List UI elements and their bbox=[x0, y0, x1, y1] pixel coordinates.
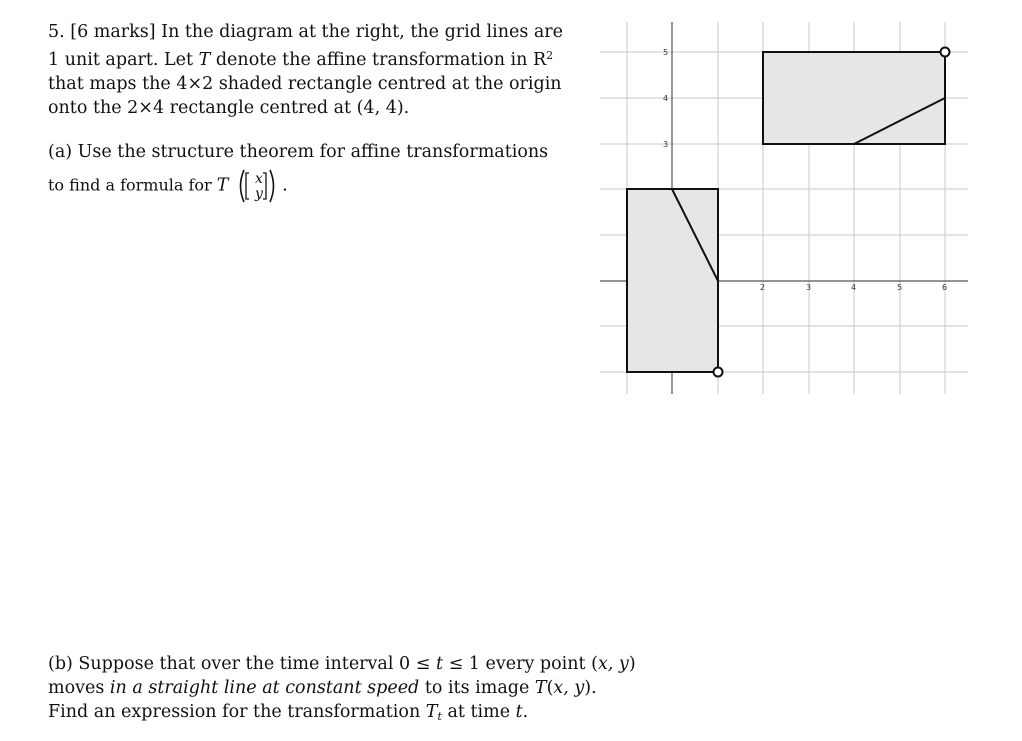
vector-xy bbox=[236, 168, 282, 204]
question-intro bbox=[48, 20, 563, 120]
part-a-line-2: to find a formula for T x y . bbox=[48, 168, 548, 204]
intro-line-3: that maps the 4×2 shaded rectangle centred at the origin bbox=[48, 74, 562, 94]
y-tick-4: 4 bbox=[663, 94, 669, 103]
y-tick-3: 3 bbox=[663, 140, 669, 149]
y-tick-5: 5 bbox=[663, 48, 669, 57]
part-b bbox=[48, 652, 636, 729]
part-a-line-1: (a) Use the structure theorem for affine transformations bbox=[48, 142, 549, 162]
image-rectangle bbox=[763, 48, 950, 145]
image-corner-marker bbox=[941, 48, 950, 57]
part-b-line-1: (b) Suppose that over the time interval 0 ≤ t ≤ 1 every point (x, y) bbox=[48, 654, 636, 674]
x-tick-4: 4 bbox=[851, 283, 857, 292]
intro-line-1: 5. [6 marks] In the diagram at the right, the grid lines are bbox=[48, 22, 564, 42]
part-a bbox=[48, 140, 548, 204]
part-b-line-3: Find an expression for the transformation $T_t$ at time t. bbox=[48, 702, 529, 723]
grid-diagram bbox=[600, 22, 972, 400]
vector-x: x bbox=[255, 171, 263, 187]
vector-y: y bbox=[255, 186, 263, 202]
intro-line-4: onto the 2×4 rectangle centred at (4, 4). bbox=[48, 98, 410, 118]
source-rectangle bbox=[627, 189, 723, 377]
x-tick-2: 2 bbox=[760, 283, 766, 292]
x-tick-6: 6 bbox=[942, 283, 948, 292]
source-corner-marker bbox=[714, 368, 723, 377]
part-b-line-2: moves in a straight line at constant speed to its image T(x, y). bbox=[48, 678, 597, 698]
x-tick-3: 3 bbox=[806, 283, 812, 292]
intro-line-2: 1 unit apart. Let T denote the affine transformation in $R^2$ bbox=[48, 49, 554, 70]
x-tick-5: 5 bbox=[897, 283, 903, 292]
